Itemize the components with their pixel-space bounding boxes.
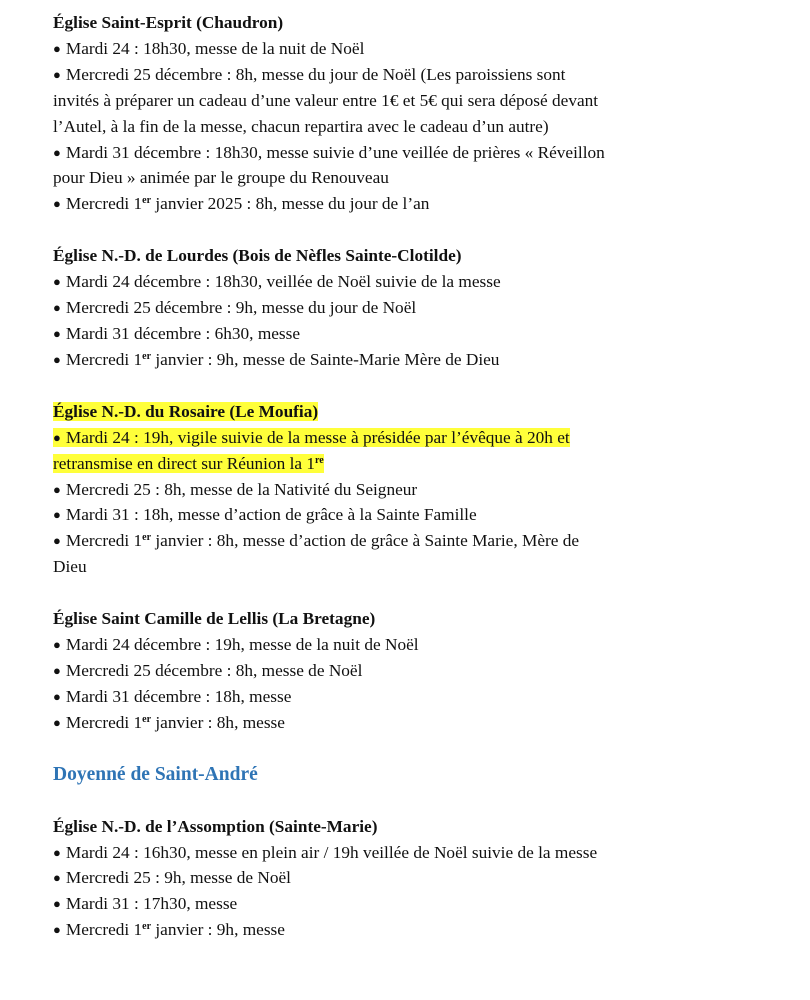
church-heading: Église N.-D. de l’Assomption (Sainte-Marie) (53, 816, 378, 836)
schedule-item: ● Mardi 24 : 16h30, messe en plein air / 19h veillée de Noël suivie de la messe (53, 840, 753, 866)
schedule-item: ● Mercredi 1er janvier : 8h, messe (53, 710, 753, 736)
schedule-item: ● Mardi 31 : 18h, messe d’action de grâce à la Sainte Famille (53, 502, 753, 528)
schedule-item: ● Mardi 24 : 18h30, messe de la nuit de Noël (53, 36, 753, 62)
schedule-item-continued: l’Autel, à la fin de la messe, chacun repartira avec le cadeau d’un autre) (53, 116, 549, 136)
ordinal-superscript: er (142, 350, 152, 362)
schedule-item-continued: invités à préparer un cadeau d’une valeur entre 1€ et 5€ qui sera déposé devant (53, 90, 599, 110)
deanery-heading: Doyenné de Saint-André (53, 763, 258, 785)
schedule-item: ● Mercredi 1er janvier : 9h, messe (53, 917, 753, 943)
church-section-saint-esprit (53, 10, 753, 217)
schedule-item: ● Mercredi 25 décembre : 8h, messe de Noël (53, 658, 753, 684)
bullet-icon: ● (53, 144, 61, 160)
schedule-item: ● Mercredi 25 décembre : 9h, messe du jour de Noël (53, 295, 753, 321)
bullet-icon: ● (53, 533, 61, 549)
schedule-item: ● Mercredi 1er janvier : 9h, messe de Sainte-Marie Mère de Dieu (53, 347, 753, 373)
schedule-item: ● Mercredi 1er janvier : 8h, messe d’action de grâce à Sainte Marie, Mère de (53, 528, 753, 554)
church-heading: Église Saint Camille de Lellis (La Bretagne) (53, 609, 376, 629)
bullet-icon: ● (53, 351, 61, 367)
highlighted-text: Église N.-D. du Rosaire (Le Moufia) (53, 401, 319, 421)
schedule-item: ● Mercredi 1er janvier 2025 : 8h, messe du jour de l’an (53, 191, 753, 217)
bullet-icon: ● (53, 300, 61, 316)
schedule-item-continued: Dieu (53, 557, 87, 577)
schedule-item-highlighted: ● Mardi 24 : 19h, vigile suivie de la messe à présidée par l’évêque à 20h et (53, 425, 753, 451)
ordinal-superscript: er (142, 921, 152, 933)
bullet-icon: ● (53, 714, 61, 730)
schedule-item: ● Mardi 31 décembre : 18h, messe (53, 684, 753, 710)
bullet-icon: ● (53, 507, 61, 523)
schedule-item: ● Mercredi 25 décembre : 8h, messe du jour de Noël (Les paroissiens sont (53, 62, 753, 88)
bullet-icon: ● (53, 40, 61, 56)
bullet-icon: ● (53, 688, 61, 704)
schedule-item-continued: pour Dieu » animée par le groupe du Renouveau (53, 168, 389, 188)
bullet-icon: ● (53, 481, 61, 497)
ordinal-superscript: re (315, 454, 324, 466)
church-section-nd-assomption (53, 814, 753, 944)
schedule-item: ● Mardi 24 décembre : 19h, messe de la nuit de Noël (53, 632, 753, 658)
document-page (53, 10, 753, 943)
schedule-item: ● Mardi 31 décembre : 6h30, messe (53, 321, 753, 347)
ordinal-superscript: er (142, 532, 152, 544)
bullet-icon: ● (53, 429, 61, 445)
schedule-item: ● Mardi 31 décembre : 18h30, messe suivie d’une veillée de prières « Réveillon (53, 140, 753, 166)
church-section-nd-lourdes (53, 243, 753, 373)
bullet-icon: ● (53, 637, 61, 653)
church-heading: Église Saint-Esprit (Chaudron) (53, 13, 284, 32)
schedule-item: ● Mardi 24 décembre : 18h30, veillée de Noël suivie de la messe (53, 269, 753, 295)
bullet-icon: ● (53, 66, 61, 82)
schedule-item: ● Mardi 31 : 17h30, messe (53, 891, 753, 917)
schedule-item-continued-highlighted: retransmise en direct sur Réunion la 1re (53, 453, 324, 473)
bullet-icon: ● (53, 325, 61, 341)
bullet-icon: ● (53, 870, 61, 886)
church-section-saint-camille (53, 606, 753, 736)
schedule-item: ● Mercredi 25 : 9h, messe de Noël (53, 865, 753, 891)
ordinal-superscript: er (142, 713, 152, 725)
bullet-icon: ● (53, 844, 61, 860)
bullet-icon: ● (53, 196, 61, 212)
bullet-icon: ● (53, 922, 61, 938)
church-heading: Église N.-D. de Lourdes (Bois de Nèfles Sainte-Clotilde) (53, 246, 462, 266)
schedule-item: ● Mercredi 25 : 8h, messe de la Nativité du Seigneur (53, 477, 753, 503)
ordinal-superscript: er (142, 195, 152, 207)
bullet-icon: ● (53, 896, 61, 912)
bullet-icon: ● (53, 274, 61, 290)
bullet-icon: ● (53, 662, 61, 678)
church-section-nd-rosaire (53, 399, 753, 580)
church-heading (53, 399, 753, 425)
